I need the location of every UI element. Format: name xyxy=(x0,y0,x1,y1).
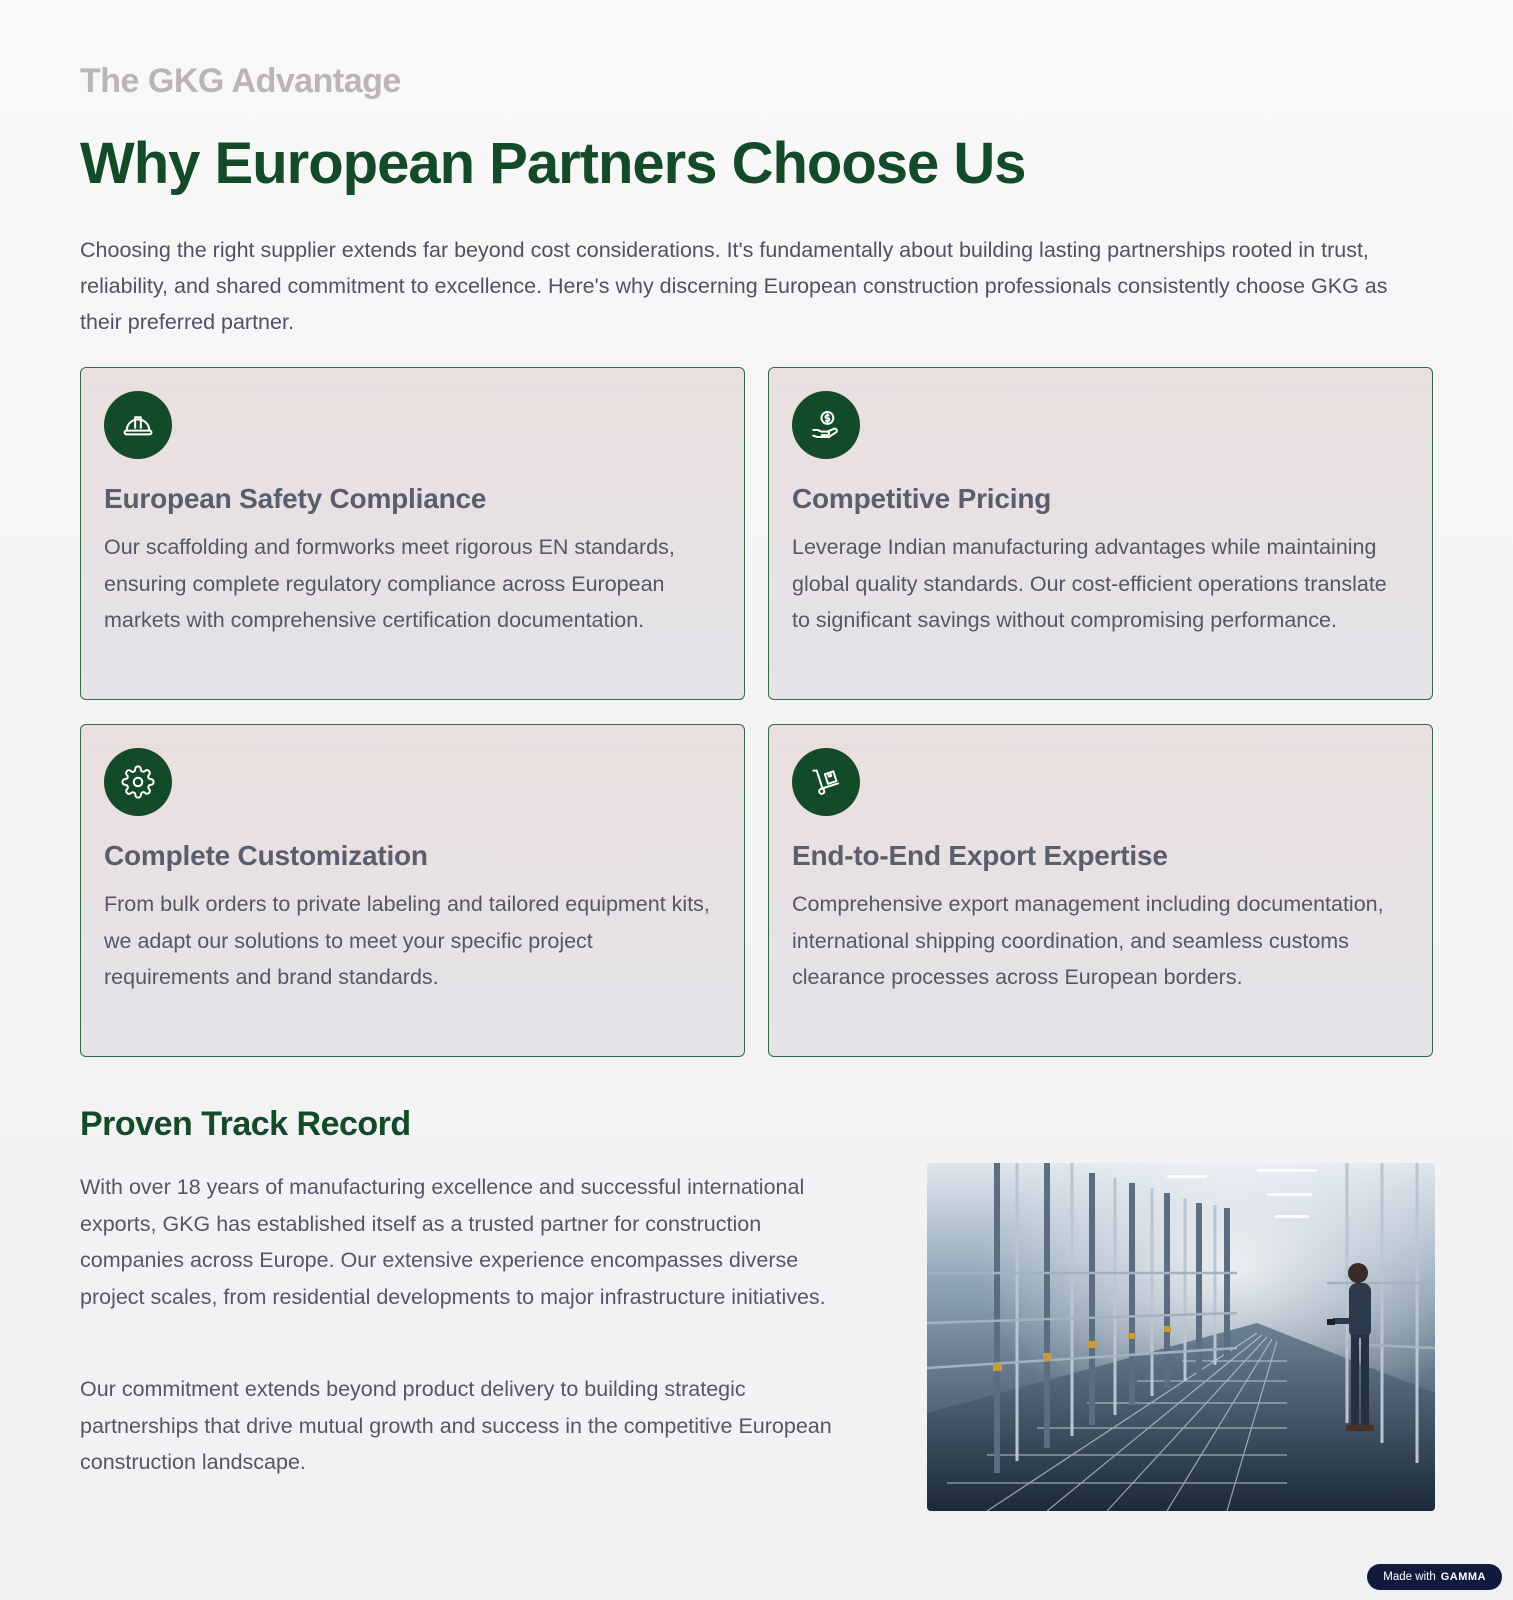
track-record-title: Proven Track Record xyxy=(80,1105,411,1143)
card-title: European Safety Compliance xyxy=(104,483,487,514)
card-title: Complete Customization xyxy=(104,840,428,871)
card-title: End-to-End Export Expertise xyxy=(792,840,1168,871)
feature-cards xyxy=(80,367,1434,1057)
track-record-paragraph: With over 18 years of manufacturing excellence and successful international exports, GKG has established itself as a trusted partner for construction companies across Europe. Our extensive experience encompasses diverse project scales, from residential developments to major infrastructure initiatives. xyxy=(80,1175,826,1309)
hand-truck-icon xyxy=(792,748,860,816)
badge-brand: GAMMA xyxy=(1440,1571,1486,1583)
feature-card-export xyxy=(768,724,1433,1057)
gear-icon xyxy=(104,748,172,816)
hand-coin-icon xyxy=(792,391,860,459)
card-text: Our scaffolding and formworks meet rigorous EN standards, ensuring complete regulatory compliance across European markets with comprehensive certification documentation. xyxy=(104,535,675,632)
factory-photo xyxy=(927,1163,1435,1511)
page-title: Why European Partners Choose Us xyxy=(80,131,1026,196)
feature-card-safety xyxy=(80,367,745,700)
card-text: Comprehensive export management including documentation, international shipping coordination, and seamless customs clearance processes across European borders. xyxy=(792,892,1384,989)
card-text: From bulk orders to private labeling and tailored equipment kits, we adapt our solutions to meet your specific project requirements and brand standards. xyxy=(104,892,710,989)
intro-paragraph: Choosing the right supplier extends far beyond cost considerations. It's fundamentally about building lasting partnerships rooted in trust, reliability, and shared commitment to excellence. Here's why discerning European construction professionals consistently choose GKG as their preferred partner. xyxy=(80,238,1388,334)
card-text: Leverage Indian manufacturing advantages while maintaining global quality standards. Our cost-efficient operations translate to significant savings without compromising performance. xyxy=(792,535,1387,632)
badge-prefix: Made with xyxy=(1383,1571,1436,1583)
feature-card-customization xyxy=(80,724,745,1057)
made-with-gamma-badge[interactable] xyxy=(1367,1564,1502,1590)
hard-hat-icon xyxy=(104,391,172,459)
section-eyebrow: The GKG Advantage xyxy=(80,62,401,100)
feature-card-pricing xyxy=(768,367,1433,700)
track-record-paragraph: Our commitment extends beyond product delivery to building strategic partnerships that drive mutual growth and success in the competitive European construction landscape. xyxy=(80,1377,832,1474)
card-title: Competitive Pricing xyxy=(792,483,1052,514)
